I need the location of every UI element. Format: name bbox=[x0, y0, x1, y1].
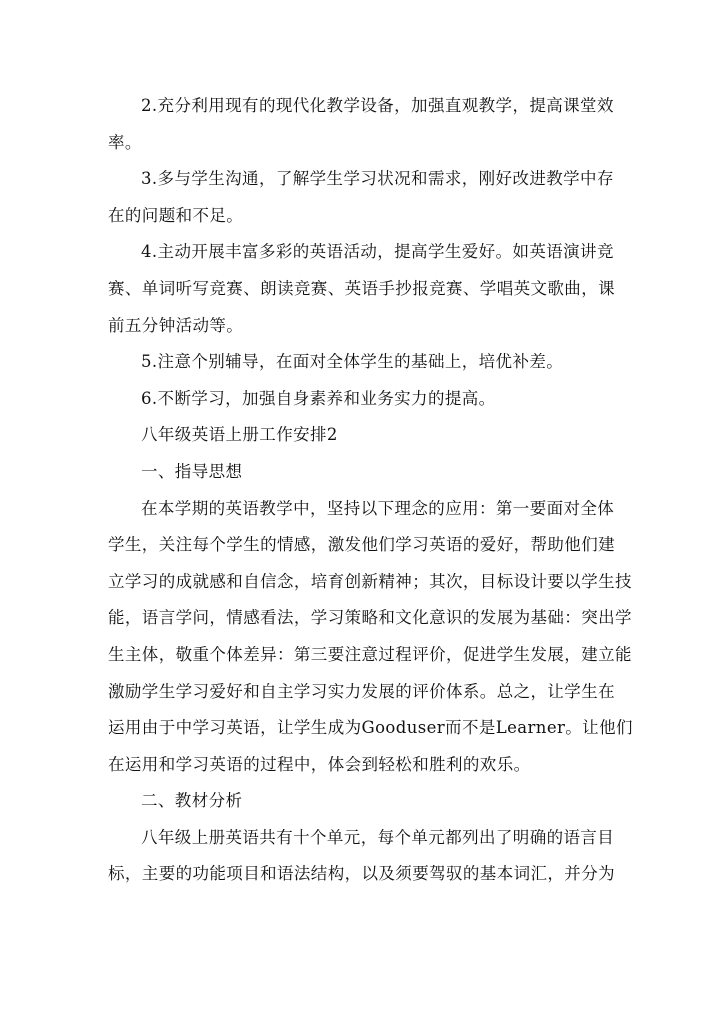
text-line: 在的问题和不足。 bbox=[108, 205, 244, 225]
text-line: 2.充分利用现有的现代化教学设备，加强直观教学，提高课堂效 bbox=[141, 96, 614, 115]
section-heading: 一、指导思想 bbox=[141, 461, 243, 481]
text-line: 能，语言学问，情感看法，学习策略和文化意识的发展为基础：突出学 bbox=[108, 608, 632, 628]
text-line: 八年级上册英语共有十个单元，每个单元都列出了明确的语言目 bbox=[141, 827, 615, 847]
text-line: 赛、单词听写竞赛、朗读竞赛、英语手抄报竞赛、学唱英文歌曲，课 bbox=[108, 278, 615, 298]
text-line: 6.不断学习，加强自身素养和业务实力的提高。 bbox=[141, 388, 496, 408]
text-line: 前五分钟活动等。 bbox=[108, 315, 244, 335]
text-line: 率。 bbox=[108, 132, 142, 152]
text-line: 激励学生学习爱好和自主学习实力发展的评价体系。总之，让学生在 bbox=[108, 681, 615, 701]
section-title: 八年级英语上册工作安排2 bbox=[141, 425, 338, 445]
document-body bbox=[108, 88, 633, 893]
text-line: 4.主动开展丰富多彩的英语活动，提高学生爱好。如英语演讲竞 bbox=[141, 242, 614, 262]
text-line: 标，主要的功能项目和语法结构，以及须要驾驭的基本词汇，并分为 bbox=[108, 864, 615, 884]
text-line: 学生，关注每个学生的情感，激发他们学习英语的爱好，帮助他们建 bbox=[108, 535, 615, 555]
text-line: 在本学期的英语教学中，坚持以下理念的应用：第一要面对全体 bbox=[141, 498, 615, 518]
text-line: 立学习的成就感和自信念，培育创新精神；其次，目标设计要以学生技 bbox=[108, 571, 632, 591]
text-line: 生主体，敬重个体差异：第三要注意过程评价，促进学生发展，建立能 bbox=[108, 644, 632, 664]
text-line: 运用由于中学习英语，让学生成为Gooduser而不是Learner。让他们 bbox=[108, 718, 633, 738]
text-line: 在运用和学习英语的过程中，体会到轻松和胜利的欢乐。 bbox=[108, 754, 531, 774]
text-line: 5.注意个别辅导，在面对全体学生的基础上，培优补差。 bbox=[141, 352, 564, 372]
section-heading: 二、教材分析 bbox=[141, 791, 243, 811]
text-line: 3.多与学生沟通，了解学生学习状况和需求，刚好改进教学中存 bbox=[141, 169, 614, 189]
